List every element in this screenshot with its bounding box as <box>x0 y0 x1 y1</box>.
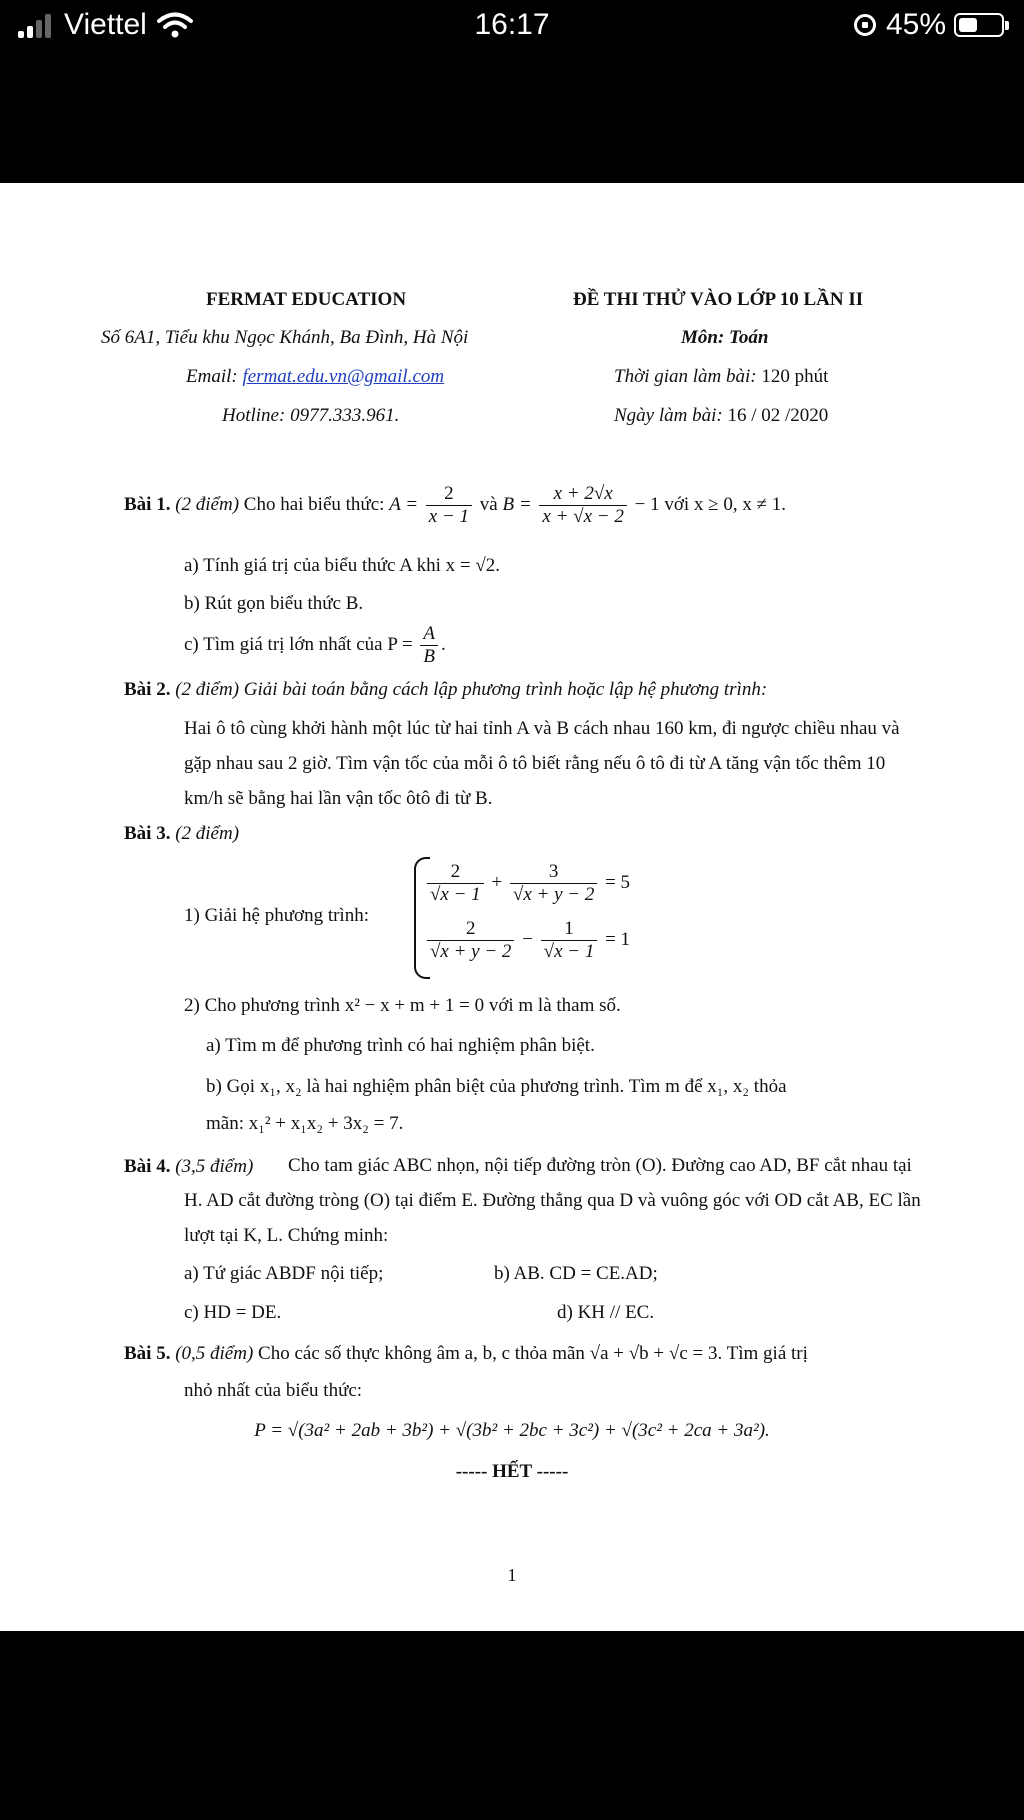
bai5-label: Bài 5. <box>124 1343 171 1364</box>
bai1-part-c: c) Tìm giá trị lớn nhất của P = $\frac{A}{B}$ . <box>184 623 446 667</box>
eq1-frac2 <box>510 861 597 906</box>
expr-a-den: x − 1 <box>428 506 470 527</box>
bai1-part-a: a) Tính giá trị của biểu thức A khi x = √2. <box>184 555 501 576</box>
expr-b-fraction <box>539 483 626 528</box>
bai3-part1: 1) Giải hệ phương trình: <box>184 905 369 926</box>
org-email <box>186 366 444 388</box>
system-eq1 <box>424 861 630 906</box>
bai2-statement <box>124 679 767 701</box>
bai1-and: và <box>479 493 498 515</box>
bai4-part-b: b) AB. CD = CE.AD; <box>494 1263 658 1284</box>
expr-b-den: x + √x − 2 <box>542 506 624 527</box>
bai1-part-b: b) Rút gọn biểu thức B. <box>184 593 364 614</box>
expr-p-num: A <box>420 623 438 646</box>
email-label: Email: <box>186 366 238 387</box>
date-label: Ngày làm bài: <box>614 405 723 426</box>
expr-b-num: x + 2√x <box>539 483 626 506</box>
eq1-frac1-num: 2 <box>427 861 484 884</box>
bai3-statement <box>124 823 239 845</box>
bai5-formula: P = √(3a² + 2ab + 3b²) + √(3b² + 2bc + 3c²) + √(3c² + 2ca + 3a²). <box>254 1420 770 1441</box>
document-page <box>0 183 1024 1631</box>
system-eq2 <box>424 918 630 963</box>
bai4-body: Cho tam giác ABC nhọn, nội tiếp đường tròn (O). Đường cao AD, BF cắt nhau tại H. AD cắt đường tròng (O) tại điểm E. Đường thẳng qua D và vuông góc với OD cắt AB, EC lần lượt tại K, L. Chứng minh: <box>184 1155 921 1246</box>
exam-duration <box>614 366 828 388</box>
bai3-part2b-line1: b) Gọi x₁, x₂ là hai nghiệm phân biệt của phương trình. Tìm m để x₁, x₂ thỏa <box>206 1076 787 1097</box>
bai1-label: Bài 1. <box>124 493 171 515</box>
bai2-points: (2 điểm) <box>175 679 240 700</box>
eq2-frac2 <box>541 918 598 963</box>
bai5-line1: Cho các số thực không âm a, b, c thỏa mãn √a + √b + √c = 3. Tìm giá trị <box>258 1343 808 1364</box>
status-bar <box>0 0 1024 52</box>
expr-a-num: 2 <box>426 483 472 506</box>
duration-label: Thời gian làm bài: <box>614 366 757 387</box>
bai5-points: (0,5 điểm) <box>175 1343 254 1364</box>
eq2-rhs: = 1 <box>605 928 631 950</box>
expr-a-lhs: A = <box>389 493 419 515</box>
expr-p-den: B <box>423 646 436 667</box>
bai1-points: (2 điểm) <box>175 493 240 515</box>
eq1-rhs: = 5 <box>605 871 631 893</box>
expr-b-tail: − 1 <box>634 493 660 515</box>
status-right <box>854 8 1004 42</box>
date-value: 16 / 02 /2020 <box>727 405 829 426</box>
expr-a-fraction <box>426 483 472 528</box>
bai5-line2: nhỏ nhất của biểu thức: <box>184 1380 363 1401</box>
eq2-frac1 <box>427 918 514 963</box>
exam-date <box>614 405 828 427</box>
bai2-title: Giải bài toán bằng cách lập phương trình hoặc lập hệ phương trình: <box>243 679 768 700</box>
bai3-points: (2 điểm) <box>175 823 240 844</box>
bai4-part-a: a) Tứ giác ABDF nội tiếp; <box>184 1263 384 1284</box>
battery-icon <box>954 13 1004 37</box>
bai1-statement <box>124 483 786 528</box>
bai4-part-d: d) KH // EC. <box>557 1302 655 1323</box>
eq1-op: + <box>491 871 503 893</box>
bai4-part-c: c) HD = DE. <box>184 1302 282 1323</box>
eq1-frac1-den: √x − 1 <box>430 884 481 905</box>
bai3-part2a: a) Tìm m để phương trình có hai nghiệm phân biệt. <box>206 1035 595 1056</box>
org-hotline: Hotline: 0977.333.961. <box>222 405 400 426</box>
org-address: Số 6A1, Tiểu khu Ngọc Khánh, Ba Đình, Hà Nội <box>101 327 469 348</box>
bai1-part-c-text: c) Tìm giá trị lớn nhất của P = <box>184 633 413 655</box>
bai3-label: Bài 3. <box>124 823 171 844</box>
bai4-label: Bài 4. <box>124 1156 171 1177</box>
expr-b-lhs: B = <box>502 493 532 515</box>
page-number: 1 <box>507 1565 517 1585</box>
email-link[interactable]: fermat.edu.vn@gmail.com <box>242 366 445 387</box>
eq2-frac2-den: √x − 1 <box>543 941 595 962</box>
expr-p-fraction <box>420 623 438 668</box>
end-mark: ----- HẾT ----- <box>455 1461 569 1482</box>
bai3-part2b-line2: mãn: x₁² + x₁x₂ + 3x₂ = 7. <box>206 1113 404 1134</box>
eq1-frac2-den: √x + y − 2 <box>512 884 595 905</box>
eq2-frac2-num: 1 <box>541 918 598 941</box>
bai2-body: Hai ô tô cùng khởi hành một lúc từ hai tỉnh A và B cách nhau 160 km, đi ngược chiều nhau và gặp nhau sau 2 giờ. Tìm vận tốc của mỗi ô tô biết rằng nếu ô tô đi từ A tăng vận tốc thêm 10 km/h sẽ bằng hai lần vận tốc ôtô đi từ B. <box>184 718 900 809</box>
eq2-frac1-num: 2 <box>427 918 514 941</box>
clock: 16:17 <box>474 8 550 41</box>
eq1-frac1 <box>427 861 484 906</box>
bai5-statement <box>124 1343 808 1365</box>
bai2-label: Bài 2. <box>124 679 171 700</box>
bai1-condition: với x ≥ 0, x ≠ 1. <box>664 493 787 515</box>
exam-title: ĐỀ THI THỬ VÀO LỚP 10 LẦN II <box>573 289 864 310</box>
bai4-points: (3,5 điểm) <box>175 1156 254 1177</box>
bai3-part2: 2) Cho phương trình x² − x + m + 1 = 0 với m là tham số. <box>184 995 621 1016</box>
battery-fill <box>959 18 977 32</box>
eq2-frac1-den: √x + y − 2 <box>430 941 512 962</box>
eq2-op: − <box>522 928 533 950</box>
battery-percent: 45% <box>885 8 946 41</box>
bai1-intro: Cho hai biểu thức: <box>243 493 385 515</box>
carrier-name: Viettel <box>64 8 147 41</box>
org-name: FERMAT EDUCATION <box>206 289 407 310</box>
duration-value: 120 phút <box>761 366 829 387</box>
rotation-lock-icon <box>854 14 876 36</box>
eq1-frac2-num: 3 <box>510 861 597 884</box>
exam-subject: Môn: Toán <box>681 327 769 348</box>
